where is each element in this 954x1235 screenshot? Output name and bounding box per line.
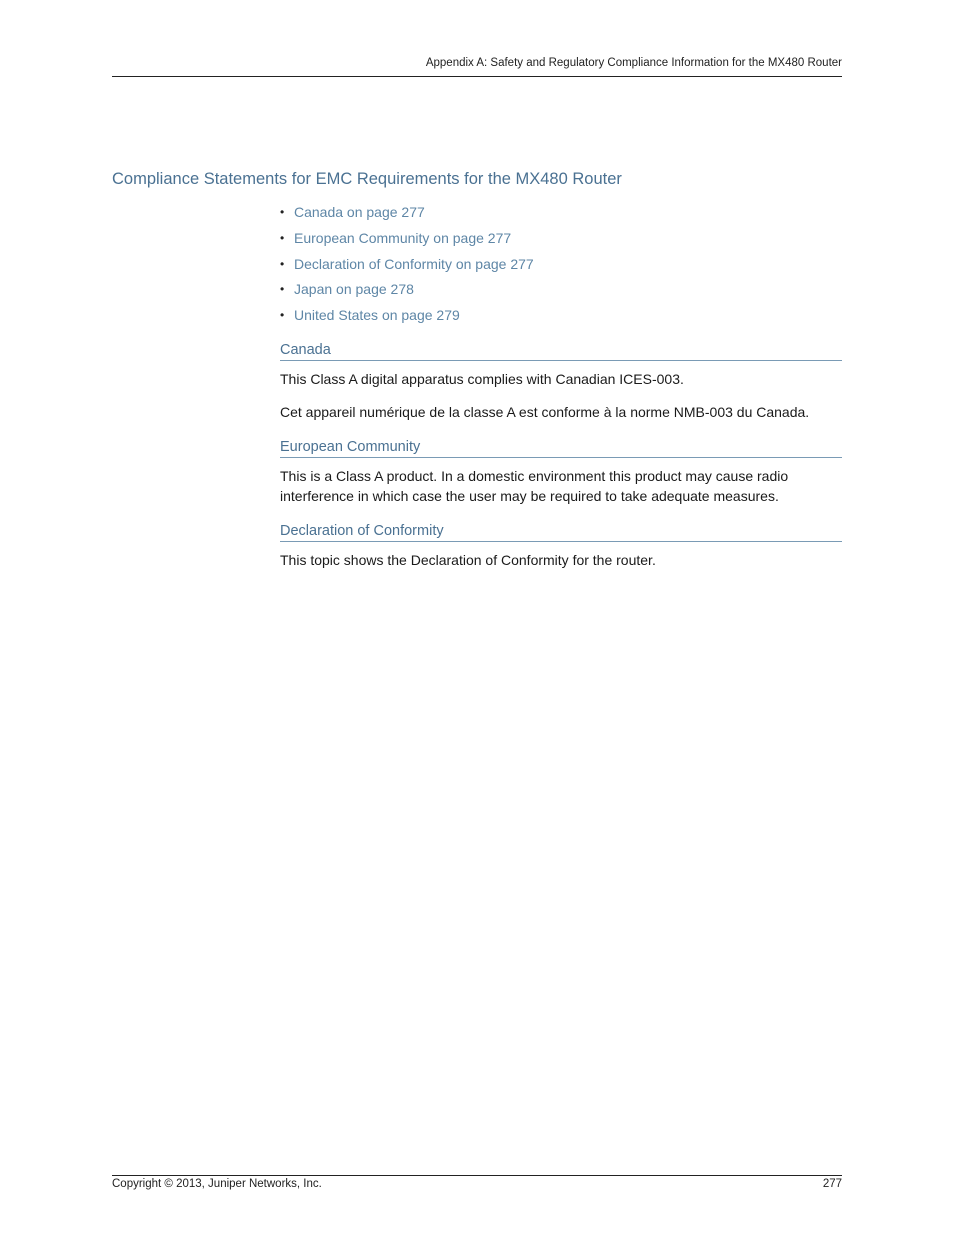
list-item [280, 305, 534, 331]
content-body [280, 340, 842, 585]
toc-link-declaration-of-conformity[interactable]: Declaration of Conformity on page 277 [294, 255, 534, 272]
list-item [280, 228, 534, 254]
list-item [280, 202, 534, 228]
paragraph: Cet appareil numérique de la classe A est conforme à la norme NMB-003 du Canada. [280, 404, 810, 420]
section-heading-declaration-of-conformity: Declaration of Conformity [280, 521, 842, 542]
bullet-icon: • [280, 308, 285, 323]
page-number: 277 [822, 1178, 842, 1190]
list-item [280, 254, 534, 280]
toc-link-canada[interactable]: Canada on page 277 [294, 204, 425, 220]
paragraph: This is a Class A product. In a domestic environment this product may cause radio interference in which case the user may be required to take adequate measures. [280, 468, 789, 504]
paragraph: This topic shows the Declaration of Conformity for the router. [280, 552, 656, 568]
section-declaration-of-conformity [280, 521, 842, 570]
bullet-icon: • [280, 282, 285, 297]
bullet-icon: • [280, 230, 285, 245]
section-canada [280, 340, 842, 422]
running-header: Appendix A: Safety and Regulatory Compliance Information for the MX480 Router [425, 57, 842, 69]
page-title: Compliance Statements for EMC Requirements for the MX480 Router [112, 170, 622, 188]
section-heading-european-community: European Community [280, 437, 842, 458]
toc-link-united-states[interactable]: United States on page 279 [294, 307, 460, 324]
toc-link-japan[interactable]: Japan on page 278 [294, 281, 414, 298]
footer-copyright: Copyright © 2013, Juniper Networks, Inc. [112, 1178, 322, 1190]
header-rule [112, 76, 842, 77]
section-european-community [280, 437, 842, 506]
bullet-icon: • [280, 205, 285, 219]
section-heading-canada: Canada [280, 340, 842, 361]
toc-link-european-community[interactable]: European Community on page 277 [294, 229, 512, 246]
topic-list [280, 202, 534, 331]
paragraph: This Class A digital apparatus complies with Canadian ICES-003. [280, 371, 684, 387]
bullet-icon: • [280, 256, 285, 271]
footer-rule [112, 1175, 842, 1176]
list-item [280, 279, 534, 305]
